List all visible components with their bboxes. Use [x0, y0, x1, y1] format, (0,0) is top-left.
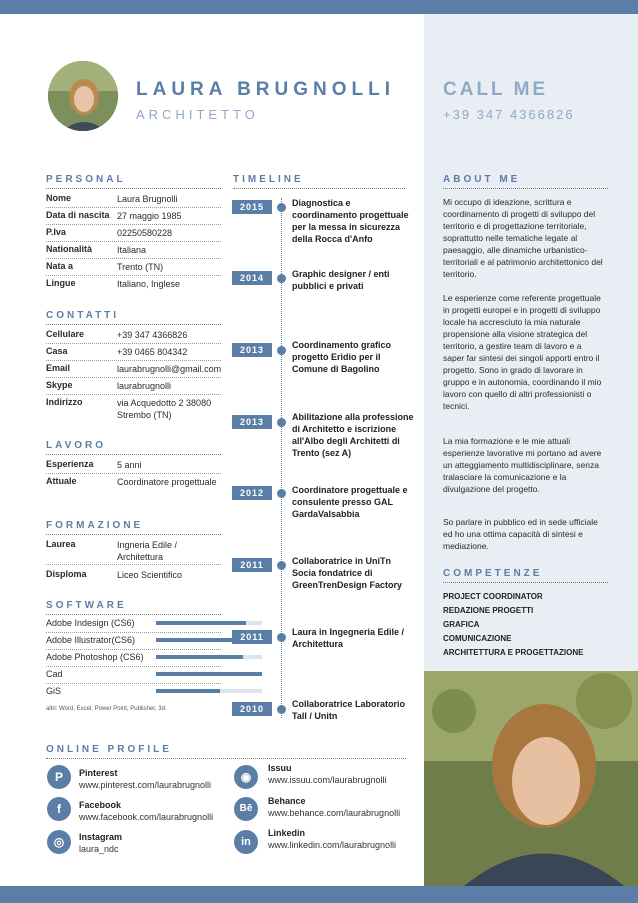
timeline-dot	[277, 203, 286, 212]
top-bar	[0, 0, 638, 14]
section-title-competenze: COMPETENZE	[443, 568, 543, 579]
timeline-entry: Coordinatore progettuale e consulente presso GAL GardaValsabbia	[292, 485, 408, 519]
software-others: altri: Word, Excel, Power Point, Publisher, 3d.	[46, 706, 167, 712]
timeline-year: 2012	[232, 486, 272, 500]
skill-bar	[156, 621, 246, 625]
timeline-dot	[277, 705, 286, 714]
section-title-about: ABOUT ME	[443, 174, 521, 185]
section-title-online: ONLINE PROFILE	[46, 744, 172, 755]
timeline-year: 2013	[232, 415, 272, 429]
profile-url[interactable]: www.pinterest.com/laurabrugnolli	[79, 780, 212, 790]
portrait-photo	[424, 671, 638, 886]
section-divider	[46, 534, 221, 535]
skill-item: ARCHITETTURA E PROGETTAZIONE	[443, 648, 584, 657]
about-paragraph: So parlare in pubblico ed in sede ufficiale ed ho una ottima capacità di sintesi e mediazione.	[443, 517, 598, 551]
profile-name: Issuu	[268, 763, 292, 773]
section-title-formazione: FORMAZIONE	[46, 520, 144, 531]
pinterest-icon: P	[47, 765, 71, 789]
timeline-year: 2011	[232, 630, 272, 644]
section-divider	[46, 758, 406, 759]
timeline-dot	[277, 274, 286, 283]
section-title-timeline: TIMELINE	[233, 174, 304, 185]
timeline-dot	[277, 346, 286, 355]
profile-url[interactable]: www.facebook.com/laurabrugnolli	[79, 812, 214, 822]
avatar	[48, 61, 118, 131]
facebook-icon: f	[47, 797, 71, 821]
profile-name: Facebook	[79, 800, 122, 810]
timeline-entry: Coordinamento grafico progetto Eridio per il Comune di Bagolino	[292, 340, 392, 374]
profile-url[interactable]: www.linkedin.com/laurabrugnolli	[268, 840, 397, 850]
about-paragraph: Mi occupo di ideazione, scrittura e coordinamento di progetti di sviluppo del territorio e di progettazione territoriale, soprattutto nelle tematiche legate al paesaggio, alle dinamiche urbanistico-territoriali e al patrimonio architettonico del territorio.	[443, 197, 603, 279]
skill-item: REDAZIONE PROGETTI	[443, 606, 534, 615]
section-title-software: SOFTWARE	[46, 600, 127, 611]
section-divider	[46, 614, 221, 615]
profile-name: Linkedin	[268, 828, 306, 838]
skill-item: GRAFICA	[443, 620, 480, 629]
linkedin-icon: in	[234, 830, 258, 854]
timeline-dot	[277, 633, 286, 642]
profile-url[interactable]: laura_ndc	[79, 844, 119, 854]
section-title-lavoro: LAVORO	[46, 440, 107, 451]
skill-bar	[156, 672, 262, 676]
bottom-bar	[0, 886, 638, 903]
section-divider	[443, 582, 608, 583]
section-divider	[46, 324, 221, 325]
about-paragraph: Le esperienze come referente progettuale in progetti europei e in progetti di sviluppo locale ha accresciuto la mia naturale propensione alla visione strategica del territorio, a gestire team di lavoro e a saper far sintesi dei singoli apporti entro il progetto. Sono in grado di lavorare in gruppo e in autonomia, coordinando il mio lavoro con quello di altri professionisti o tecnici.	[443, 293, 602, 411]
timeline-year: 2015	[232, 200, 272, 214]
skill-bar	[156, 689, 220, 693]
timeline-dot	[277, 489, 286, 498]
section-divider	[233, 188, 405, 189]
timeline-year: 2011	[232, 558, 272, 572]
skill-bar	[156, 655, 243, 659]
profile-url[interactable]: www.issuu.com/laurabrugnolli	[268, 775, 387, 785]
about-paragraph: La mia formazione e le mie attuali esperienze lavorative mi portano ad avere un atteggiamento multidisciplinare, senza tralasciare la comunicazione e la divulgazione del progetto.	[443, 436, 602, 494]
issuu-icon: ◉	[234, 765, 258, 789]
instagram-icon: ◎	[47, 830, 71, 854]
timeline-dot	[277, 418, 286, 427]
timeline-dot	[277, 561, 286, 570]
timeline-entry: Collaboratrice Laboratorio Tall / Unitn	[292, 699, 406, 721]
profile-name: Instagram	[79, 832, 123, 842]
skill-item: COMUNICAZIONE	[443, 634, 512, 643]
timeline-year: 2014	[232, 271, 272, 285]
job-title: ARCHITETTO	[136, 107, 259, 122]
section-title-personal: PERSONAL	[46, 174, 126, 185]
full-name: LAURA BRUGNOLLI	[136, 79, 395, 100]
profile-name: Pinterest	[79, 768, 118, 778]
timeline-year: 2010	[232, 702, 272, 716]
behance-icon: Bē	[234, 797, 258, 821]
timeline-entry: Diagnostica e coordinamento progettuale per la messa in sicurezza della Rocca d'Anfo	[292, 198, 409, 244]
skill-item: PROJECT COORDINATOR	[443, 592, 543, 601]
section-divider	[443, 188, 608, 189]
call-me-phone[interactable]: +39 347 4366826	[443, 107, 575, 122]
section-title-contatti: CONTATTI	[46, 310, 120, 321]
timeline-year: 2013	[232, 343, 272, 357]
section-divider	[46, 188, 221, 189]
timeline-entry: Abilitazione alla professione di Architetto e iscrizione all'Albo degli Architetti di Trento (sez A)	[292, 412, 414, 458]
timeline-entry: Laura in Ingegneria Edile / Architettura	[292, 627, 405, 649]
profile-url[interactable]: www.behance.com/laurabrugnolli	[268, 808, 401, 818]
profile-name: Behance	[268, 796, 306, 806]
section-divider	[46, 454, 221, 455]
timeline-entry: Graphic designer / enti pubblici e privati	[292, 269, 390, 291]
call-me-title: CALL ME	[443, 79, 549, 100]
timeline-entry: Collaboratrice in UniTn Socia fondatrice di GreenTrenDesign Factory	[292, 556, 403, 590]
